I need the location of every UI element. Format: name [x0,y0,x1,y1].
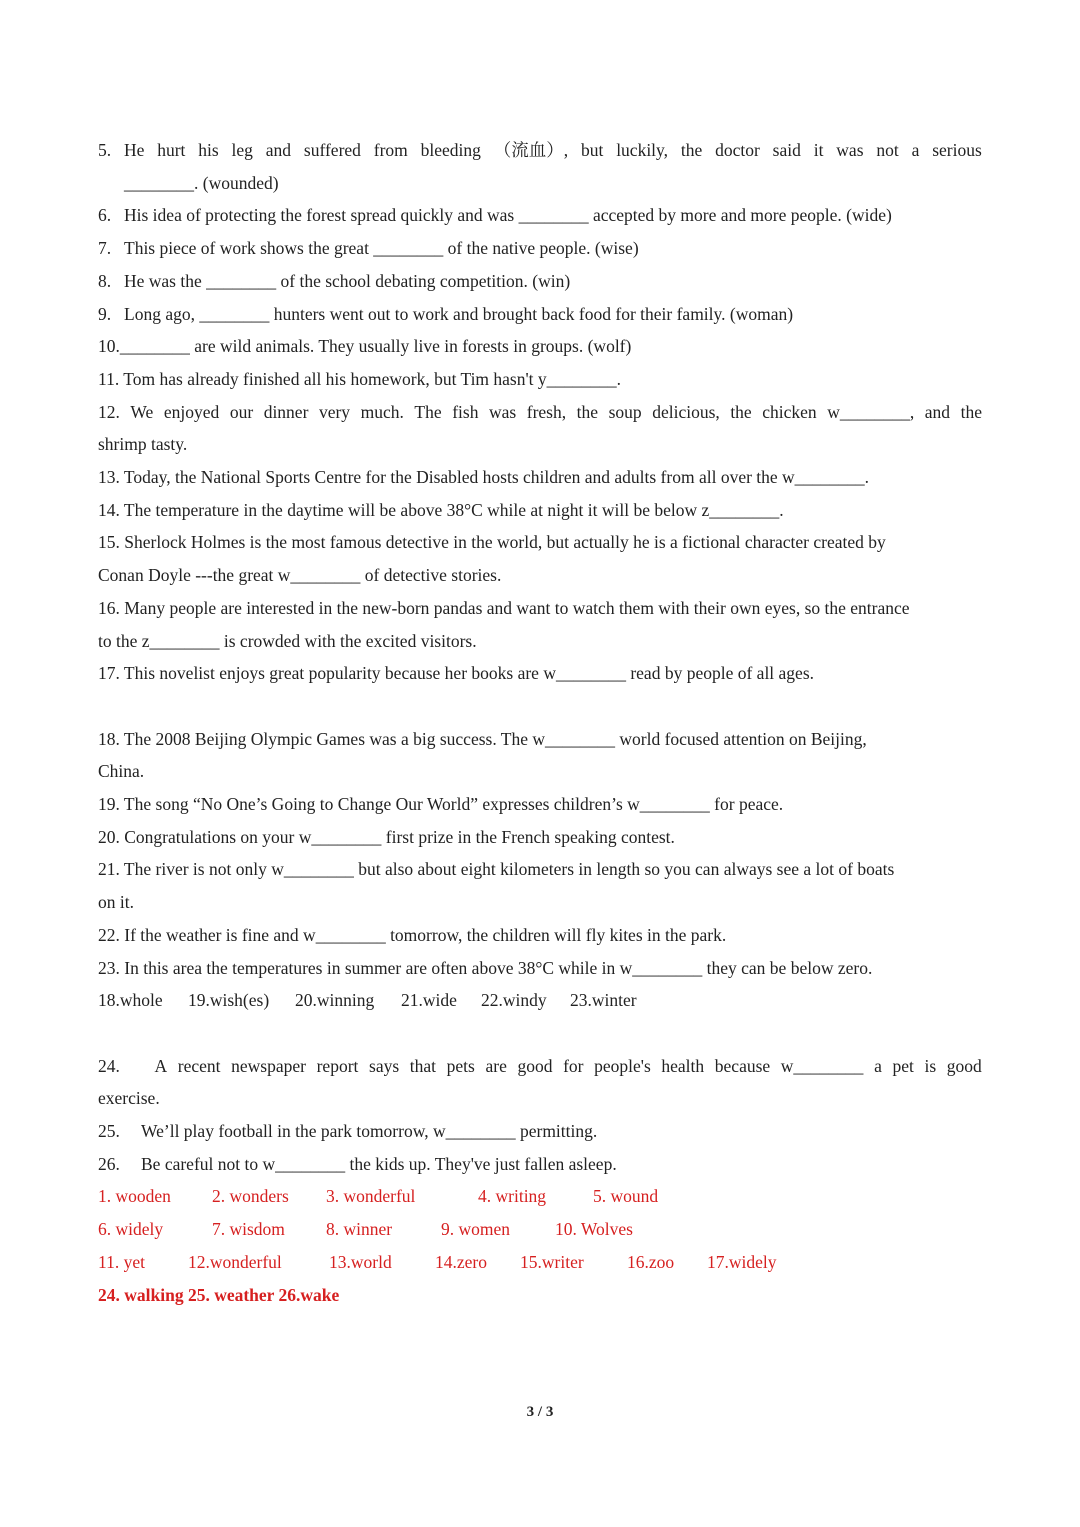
question-15-line2: Conan Doyle ---the great w________ of detective stories. [98,565,502,586]
question-25: 25. We’ll play football in the park tomorrow, w________ permitting. [98,1121,598,1142]
question-12-line1: 12. We enjoyed our dinner very much. The fish was fresh, the soup delicious, the chicken w________, and the [98,401,982,422]
question-23: 23. In this area the temperatures in summer are often above 38°C while in w________ they can be below zero. [98,957,873,978]
answer-item: 22.windy [481,990,547,1011]
answer-item: 19.wish(es) [188,990,270,1011]
answer-key-item: 5. wound [593,1186,659,1207]
answer-key-row-4: 24. walking 25. weather 26.wake [98,1284,340,1305]
answer-key-item: 13.world [329,1251,392,1272]
question-16-line1: 16. Many people are interested in the new-born pandas and want to watch them with their own eyes, so the entrance [98,597,910,618]
question-24-line2: exercise. [98,1088,160,1109]
question-16-line2: to the z________ is crowded with the excited visitors. [98,630,477,651]
answer-key-item: 1. wooden [98,1186,171,1207]
question-19: 19. The song “No One’s Going to Change Our World” expresses children’s w________ for peace. [98,794,784,815]
answer-key-item: 6. widely [98,1219,164,1240]
answer-key-item: 15.writer [520,1251,584,1272]
question-18-line1: 18. The 2008 Beijing Olympic Games was a big success. The w________ world focused attention on Beijing, [98,728,867,749]
question-18-line2: China. [98,761,145,782]
spacer [98,690,982,723]
question-21-line2: on it. [98,892,134,913]
answer-key-item: 10. Wolves [555,1219,633,1240]
answer-item: 20.winning [295,990,375,1011]
answer-key-item: 2. wonders [212,1186,289,1207]
answer-key-item: 4. writing [478,1186,547,1207]
answer-key-item: 12.wonderful [188,1251,282,1272]
question-10: 10.________ are wild animals. They usually live in forests in groups. (wolf) [98,336,632,357]
exercise-content [98,134,982,1311]
answer-key-row-2 [98,1213,982,1246]
answer-key-item: 17.widely [707,1251,777,1272]
question-15-line1: 15. Sherlock Holmes is the most famous detective in the world, but actually he is a fictional character created by [98,532,886,553]
question-13: 13. Today, the National Sports Centre for the Disabled hosts children and adults from all over the w________. [98,467,870,488]
answers-18-23 [98,984,982,1017]
question-11: 11. Tom has already finished all his homework, but Tim hasn't y________. [98,368,622,389]
question-5-line2: ________. (wounded) [124,172,279,193]
answer-key-row-3 [98,1246,982,1279]
page-number: 3 / 3 [526,1404,554,1420]
answer-key-item: 8. winner [326,1219,393,1240]
question-21-line1: 21. The river is not only w________ but also about eight kilometers in length so you can always see a lot of boats [98,859,895,880]
question-22: 22. If the weather is fine and w________ tomorrow, the children will fly kites in the park. [98,924,727,945]
answer-key-item: 7. wisdom [212,1219,285,1240]
answer-item: 21.wide [401,990,457,1011]
question-8: 8. He was the ________ of the school debating competition. (win) [98,270,571,291]
question-17: 17. This novelist enjoys great popularity because her books are w________ read by people of all ages. [98,663,815,684]
question-20: 20. Congratulations on your w________ first prize in the French speaking contest. [98,826,675,847]
answer-key-item: 11. yet [98,1251,145,1272]
answer-key-item: 9. women [441,1219,511,1240]
spacer [98,1017,982,1050]
question-14: 14. The temperature in the daytime will be above 38°C while at night it will be below z________. [98,499,784,520]
question-12-line2: shrimp tasty. [98,434,188,455]
answer-key-item: 14.zero [435,1251,487,1272]
answer-item: 18.whole [98,990,163,1011]
question-6: 6. His idea of protecting the forest spread quickly and was ________ accepted by more and more people. (wide) [98,205,892,226]
answer-key-row-1 [98,1180,982,1213]
answer-key-item: 3. wonderful [326,1186,416,1207]
question-7: 7. This piece of work shows the great ________ of the native people. (wise) [98,238,639,259]
answer-key-item: 16.zoo [627,1251,675,1272]
question-26: 26. Be careful not to w________ the kids up. They've just fallen asleep. [98,1153,617,1174]
question-9: 9. Long ago, ________ hunters went out to work and brought back food for their family. (woman) [98,303,794,324]
question-5-line1: 5. He hurt his leg and suffered from bleeding （流血）, but luckily, the doctor said it was not a serious [98,140,982,160]
question-24-line1: 24. A recent newspaper report says that pets are good for people's health because w________ a pet is good [98,1055,982,1076]
answer-item: 23.winter [570,990,637,1011]
